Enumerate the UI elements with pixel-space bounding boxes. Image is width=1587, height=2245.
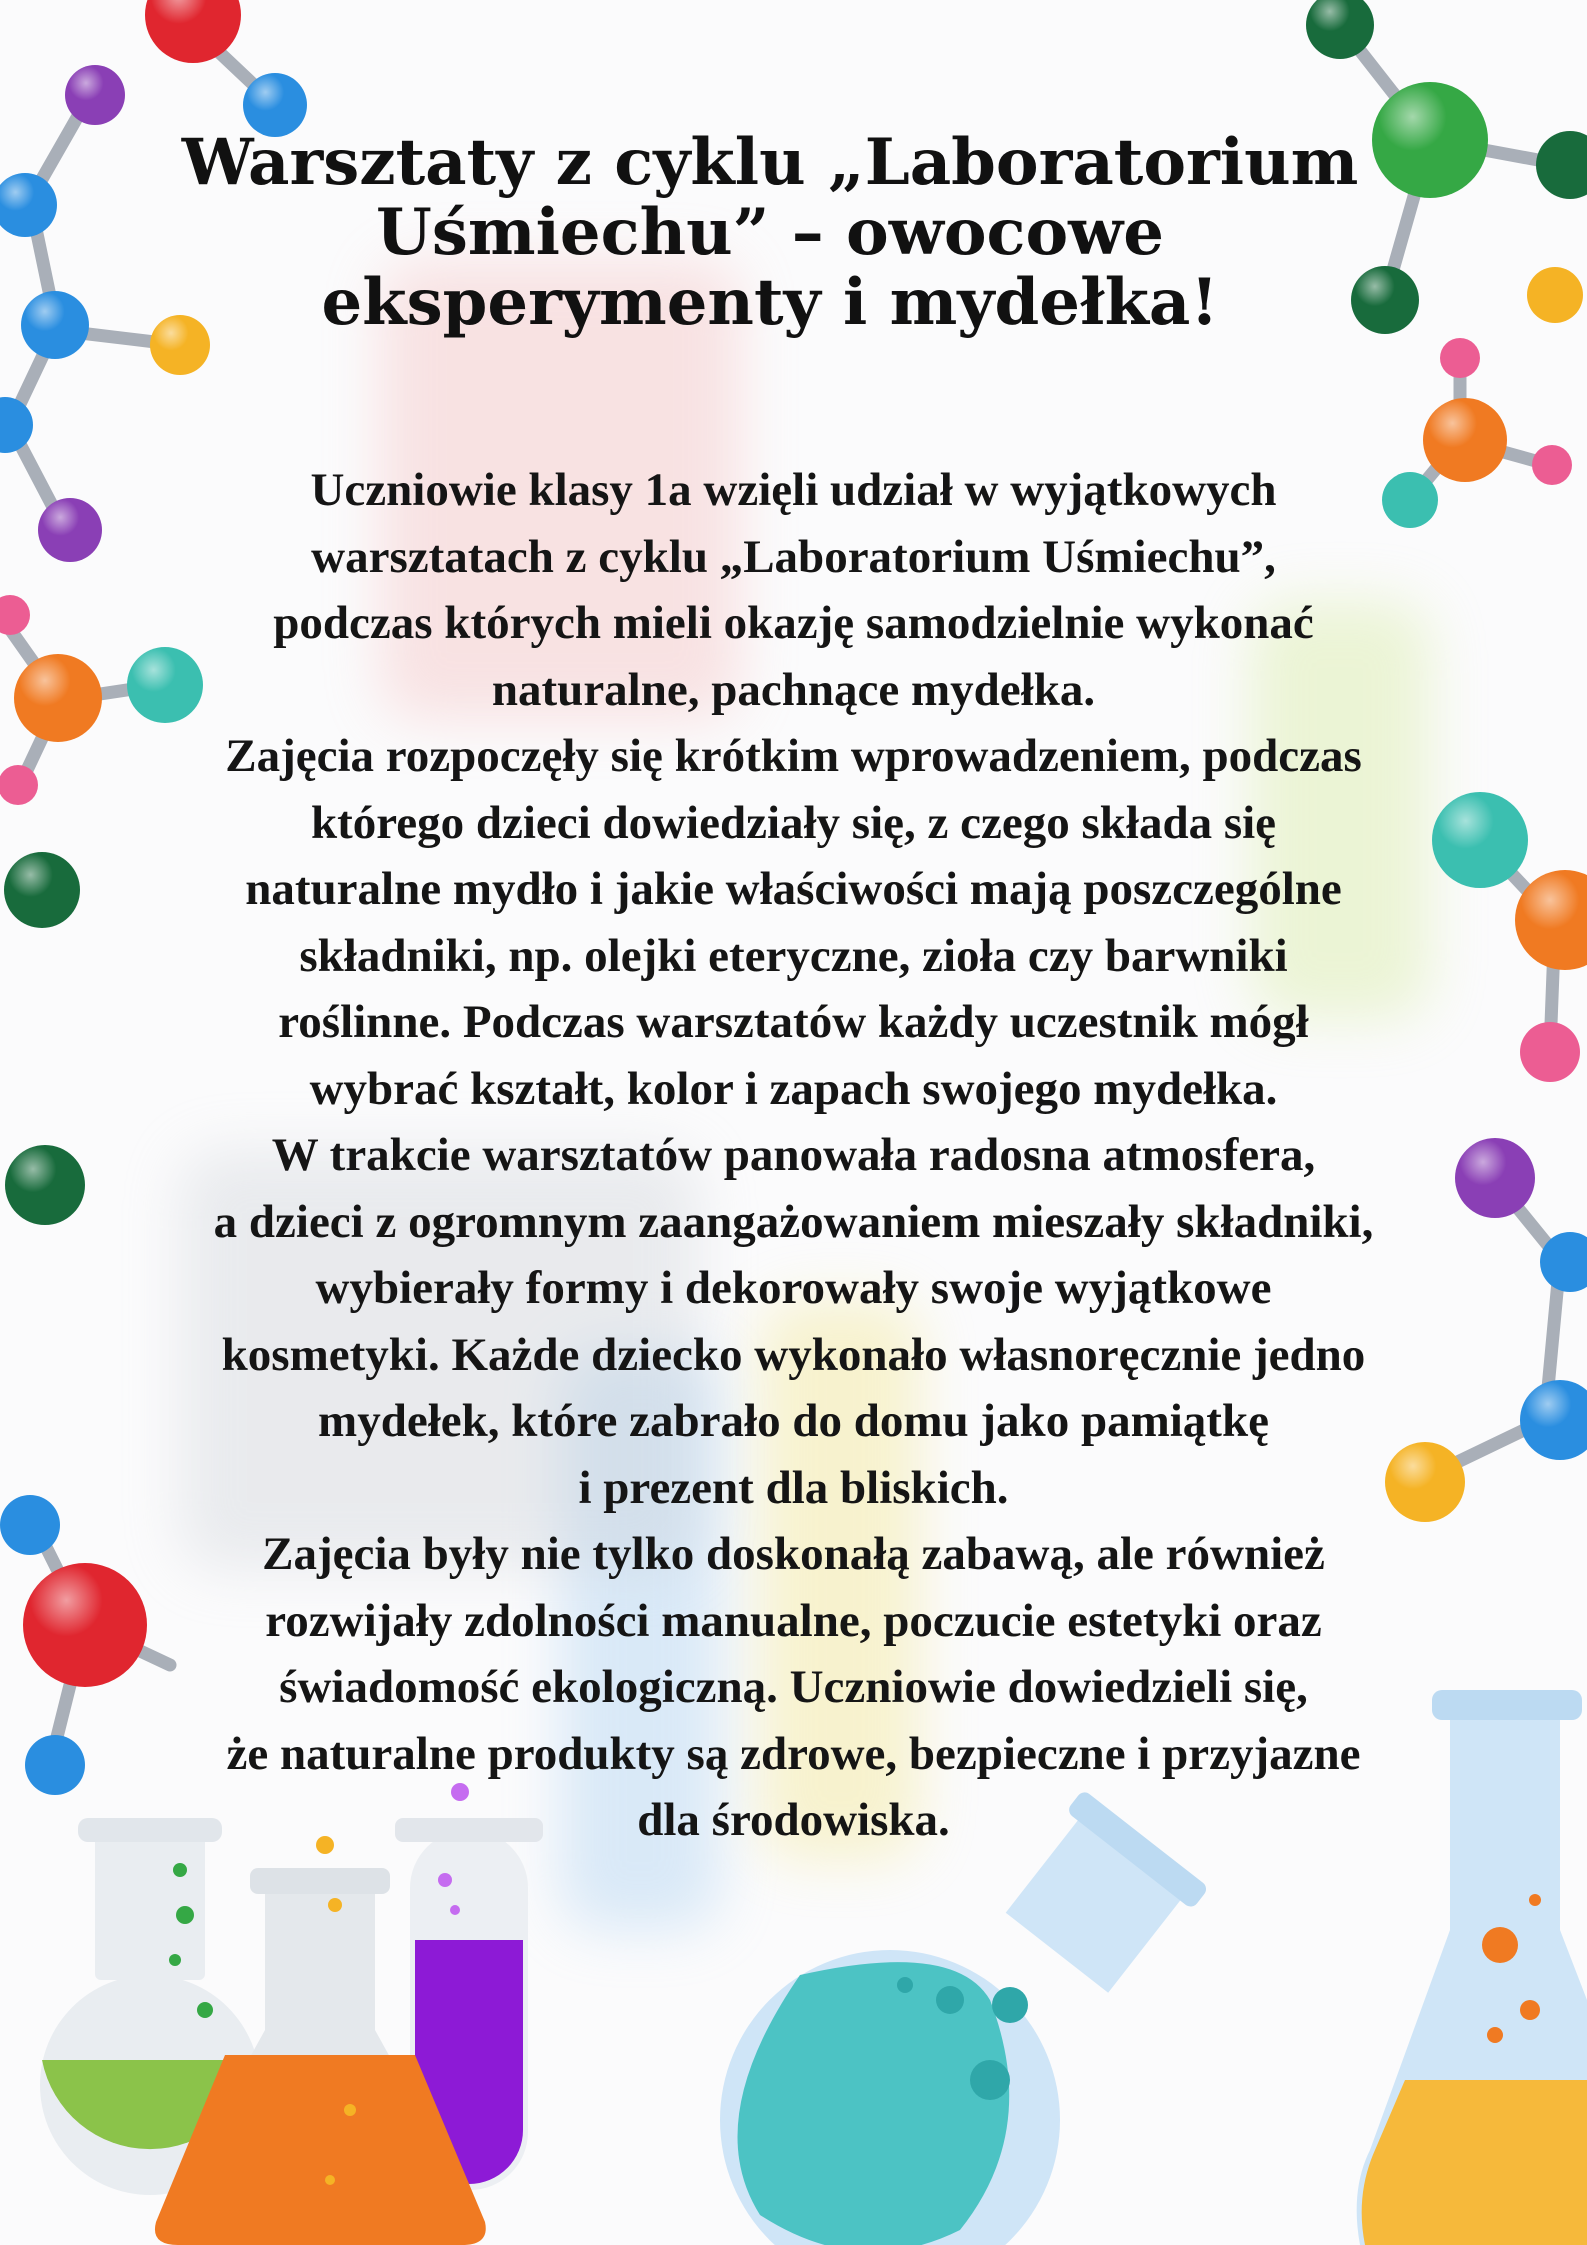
body-line: podczas których mieli okazję samodzielnie wykonać [273, 597, 1314, 649]
body-line: Zajęcia były nie tylko doskonałą zabawą, ale również [262, 1528, 1325, 1580]
atom-blue [0, 397, 33, 453]
article-body [85, 457, 1502, 1854]
atom-pink [1532, 445, 1572, 485]
body-line: naturalne mydło i jakie właściwości mają poszczególne [245, 863, 1342, 915]
body-line: kosmetyki. Każde dziecko wykonało własnoręcznie jedno [221, 1328, 1366, 1381]
body-line: Uczniowie klasy 1a wzięli udział w wyjątkowych [310, 464, 1277, 516]
body-line: składniki, np. olejki eteryczne, zioła czy barwniki [299, 929, 1288, 982]
body-line: wybierały formy i dekorowały swoje wyjątkowe [315, 1262, 1272, 1314]
body-line: wybrać kształt, kolor i zapach swojego mydełka. [309, 1062, 1278, 1115]
body-line: naturalne, pachnące mydełka. [491, 663, 1096, 716]
atom-pink [0, 595, 30, 635]
body-line: i prezent dla bliskich. [578, 1461, 1009, 1514]
title-line: eksperymenty i mydełka! [321, 265, 1219, 340]
body-line: świadomość ekologiczną. Uczniowie dowiedzieli się, [279, 1661, 1308, 1713]
body-line: dla środowiska. [637, 1794, 950, 1846]
page-title [180, 125, 1360, 340]
body-line: a dzieci z ogromnym zaangażowaniem mieszały składniki, [213, 1195, 1374, 1248]
atom-blue [25, 1735, 85, 1795]
atom-yellow [1527, 267, 1583, 323]
atom-blue [0, 1495, 60, 1555]
body-line: W trakcie warsztatów panowała radosna atmosfera, [271, 1129, 1316, 1181]
body-line: rozwijały zdolności manualne, poczucie estetyki oraz [265, 1594, 1322, 1647]
round-flask-teal [720, 1789, 1209, 2245]
atom-dark-green [1536, 131, 1587, 199]
body-line: mydełek, które zabrało do domu jako pamiątkę [318, 1395, 1269, 1447]
body-line: że naturalne produkty są zdrowe, bezpieczne i przyjazne [226, 1727, 1361, 1780]
body-line: warsztatach z cyklu „Laboratorium Uśmiechu”, [311, 530, 1276, 583]
body-line: Zajęcia rozpoczęły się krótkim wprowadzeniem, podczas [225, 730, 1362, 782]
title-line: Warsztaty z cyklu „Laboratorium [181, 125, 1359, 200]
atom-pink [1440, 338, 1480, 378]
body-line: którego dzieci dowiedziały się, z czego składa się [310, 796, 1277, 849]
body-line: roślinne. Podczas warsztatów każdy uczestnik mógł [278, 996, 1309, 1048]
atom-pink [1520, 1022, 1580, 1082]
title-line: Uśmiechu” – owocowe [376, 195, 1164, 270]
